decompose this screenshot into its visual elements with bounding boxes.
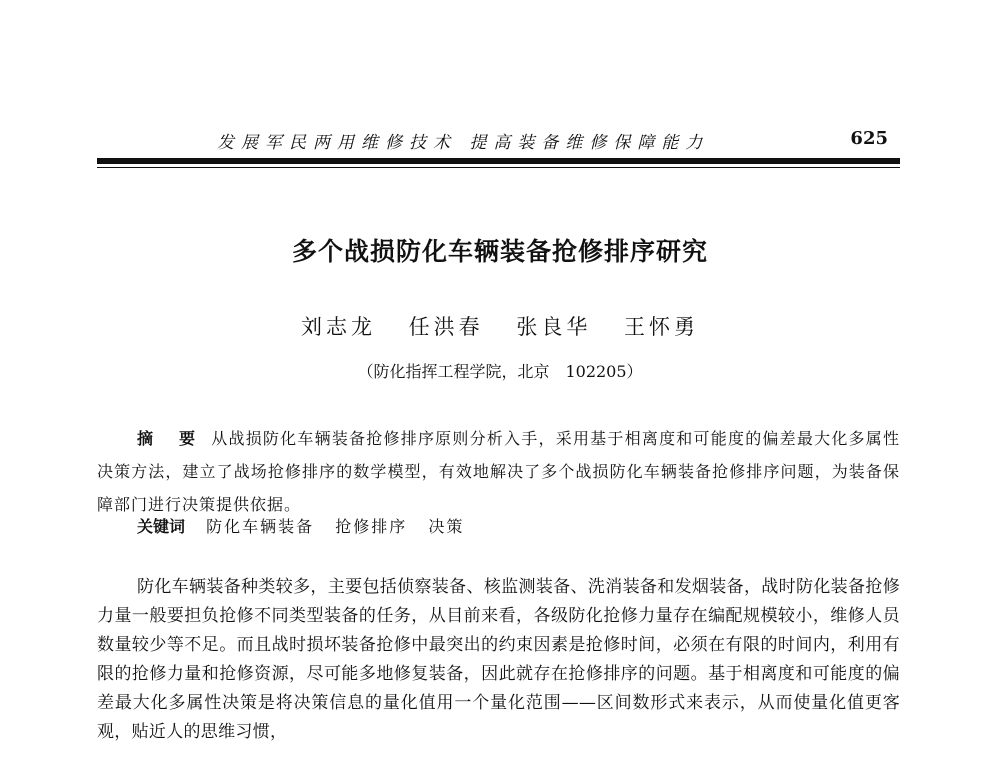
- header-rule-thick: [97, 158, 900, 164]
- page-number: 625: [850, 128, 888, 149]
- keyword: 决策: [428, 517, 465, 536]
- running-title: 发展军民两用维修技术 提高装备维修保障能力: [217, 133, 710, 153]
- keywords: [137, 514, 480, 537]
- abstract: [97, 422, 900, 521]
- keywords-label: 关键词: [137, 517, 186, 536]
- header-rule-thin: [97, 167, 900, 168]
- paper-title: 多个战损防化车辆装备抢修排序研究: [291, 237, 708, 266]
- keyword: 抢修排序: [335, 517, 408, 536]
- author-name: 任洪春: [408, 315, 484, 339]
- author-name: 张良华: [516, 315, 592, 339]
- abstract-label: 摘 要: [137, 429, 206, 448]
- author-name: 王怀勇: [624, 315, 700, 339]
- keyword: 防化车辆装备: [206, 517, 315, 536]
- author-name: 刘志龙: [300, 315, 376, 339]
- running-header: [97, 128, 900, 156]
- author-list: [0, 311, 1000, 341]
- abstract-text: 从战损防化车辆装备抢修排序原则分析入手，采用基于相离度和可能度的偏差最大化多属性决策方法，建立了战场抢修排序的数学模型，有效地解决了多个战损防化车辆装备抢修排序问题，为装备保障部门进行决策提供依据。: [97, 429, 900, 514]
- affiliation: （防化指挥工程学院，北京 102205）: [357, 362, 643, 381]
- body-paragraph: 防化车辆装备种类较多，主要包括侦察装备、核监测装备、洗消装备和发烟装备，战时防化装备抢修力量一般要担负抢修不同类型装备的任务，从目前来看，各级防化抢修力量存在编配规模较小，维修人员数量较少等不足。而且战时损坏装备抢修中最突出的约束因素是抢修时间，必须在有限的时间内，利用有限的抢修力量和抢修资源，尽可能多地修复装备，因此就存在抢修排序的问题。基于相离度和可能度的偏差最大化多属性决策是将决策信息的量化值用一个量化范围——区间数形式来表示，从而使量化值更客观，贴近人的思维习惯，: [97, 577, 900, 742]
